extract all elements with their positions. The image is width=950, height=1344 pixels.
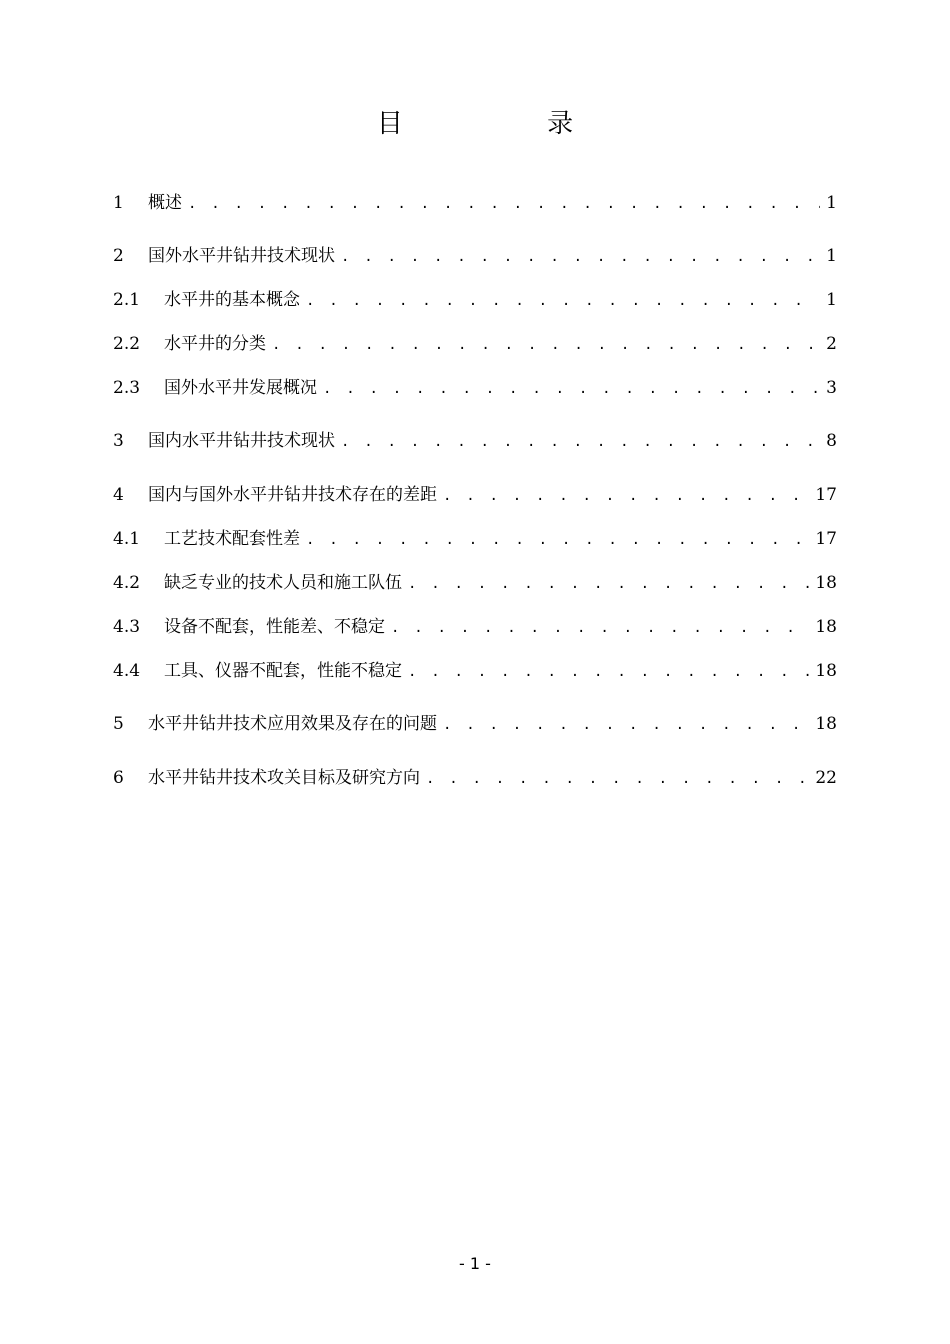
toc-entry-title: 水平井的分类 — [164, 334, 266, 354]
toc-leader-dots — [408, 570, 809, 598]
toc-entry-2-2[interactable] — [113, 330, 837, 358]
toc-leader-dots — [443, 482, 809, 510]
toc-entry-title: 设备不配套，性能差、不稳定 — [164, 617, 385, 637]
toc-entry-4-3[interactable] — [113, 613, 837, 641]
toc-entry-4-1[interactable] — [113, 525, 837, 553]
toc-entry-title: 水平井的基本概念 — [164, 290, 300, 310]
toc-entry-page: 1 — [826, 193, 837, 213]
toc-entry-number: 4.3 — [113, 617, 141, 637]
toc-leader-dots — [188, 190, 820, 218]
toc-entry-page: 2 — [826, 334, 837, 354]
toc-entry-page: 3 — [826, 378, 837, 398]
toc-entry-number: 1 — [113, 193, 124, 213]
toc-entry-2[interactable] — [113, 242, 837, 270]
toc-entry-title: 水平井钻井技术应用效果及存在的问题 — [148, 714, 437, 734]
toc-entry-number: 6 — [113, 768, 124, 788]
toc-entry-4-4[interactable] — [113, 657, 837, 685]
toc-entry-number: 4.2 — [113, 573, 141, 593]
toc-leader-dots — [341, 428, 820, 456]
toc-entry-3[interactable] — [113, 427, 837, 455]
toc-entry-title: 国外水平井发展概况 — [164, 378, 317, 398]
toc-leader-dots — [426, 765, 809, 793]
toc-entry-title: 国外水平井钻井技术现状 — [148, 246, 335, 266]
toc-entry-number: 2.2 — [113, 334, 141, 354]
toc-entry-page: 17 — [815, 529, 837, 549]
toc-entry-title: 工艺技术配套性差 — [164, 529, 300, 549]
toc-leader-dots — [443, 711, 809, 739]
toc-leader-dots — [408, 658, 809, 686]
toc-entry-title: 国内水平井钻井技术现状 — [148, 431, 335, 451]
toc-entry-title: 国内与国外水平井钻井技术存在的差距 — [148, 485, 437, 505]
toc-entry-number: 4.4 — [113, 661, 141, 681]
toc-entry-4-2[interactable] — [113, 569, 837, 597]
toc-entry-1[interactable] — [113, 189, 837, 217]
toc-entry-number: 2.3 — [113, 378, 141, 398]
toc-entry-page: 18 — [815, 661, 837, 681]
toc-entry-page: 8 — [826, 431, 837, 451]
page-number: - 1 - — [459, 1254, 491, 1273]
toc-entry-number: 2.1 — [113, 290, 141, 310]
toc-entry-page: 18 — [815, 617, 837, 637]
toc-entry-number: 4.1 — [113, 529, 141, 549]
toc-leader-dots — [306, 526, 809, 554]
toc-leader-dots — [272, 331, 820, 359]
toc-leader-dots — [306, 287, 820, 315]
toc-entry-title: 工具、仪器不配套，性能不稳定 — [164, 661, 402, 681]
toc-entry-title: 水平井钻井技术攻关目标及研究方向 — [148, 768, 420, 788]
toc-entry-page: 22 — [815, 768, 837, 788]
toc-leader-dots — [391, 614, 809, 642]
toc-leader-dots — [323, 375, 820, 403]
toc-entry-4[interactable] — [113, 481, 837, 509]
toc-entry-number: 2 — [113, 246, 124, 266]
toc-entry-6[interactable] — [113, 764, 837, 792]
toc-entry-2-3[interactable] — [113, 374, 837, 402]
toc-entry-page: 1 — [826, 290, 837, 310]
toc-entry-page: 18 — [815, 714, 837, 734]
toc-entry-page: 17 — [815, 485, 837, 505]
toc-entry-number: 3 — [113, 431, 124, 451]
page-title: 目 录 — [376, 109, 642, 139]
toc-entry-page: 18 — [815, 573, 837, 593]
toc-entry-number: 5 — [113, 714, 124, 734]
toc-entry-title: 概述 — [148, 193, 182, 213]
toc-entry-2-1[interactable] — [113, 286, 837, 314]
toc-entry-number: 4 — [113, 485, 124, 505]
toc-entry-page: 1 — [826, 246, 837, 266]
toc-entry-5[interactable] — [113, 710, 837, 738]
toc-leader-dots — [341, 243, 820, 271]
toc-entry-title: 缺乏专业的技术人员和施工队伍 — [164, 573, 402, 593]
